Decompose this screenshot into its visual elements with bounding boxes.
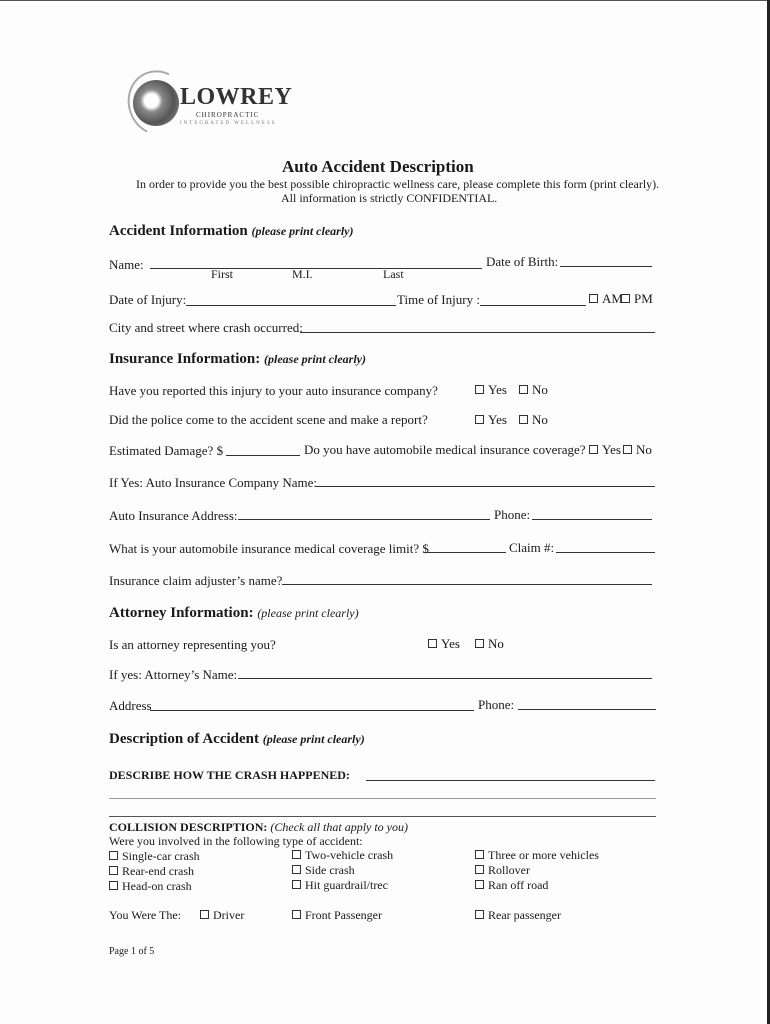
- accident-heading: Accident Information (please print clearly): [109, 223, 354, 239]
- coverage-question: Do you have automobile medical insurance coverage?: [304, 442, 586, 457]
- checkbox-icon: [589, 294, 598, 303]
- pm-checkbox[interactable]: PM: [621, 291, 653, 307]
- toi-field[interactable]: [480, 305, 586, 306]
- company-label: If Yes: Auto Insurance Company Name:: [109, 475, 317, 490]
- ran-off-road-checkbox[interactable]: Ran off road: [475, 878, 548, 893]
- intro-line-1: In order to provide you the best possible chiropractic wellness care, please complete this form (print clearly).: [136, 177, 660, 191]
- describe-line-2[interactable]: [109, 798, 656, 799]
- checkbox-icon: [428, 639, 437, 648]
- collision-heading: COLLISION DESCRIPTION: (Check all that apply to you): [109, 820, 409, 834]
- checkbox-icon: [200, 910, 209, 919]
- first-label: First: [211, 267, 234, 281]
- insurance-hint: (please print clearly): [264, 352, 366, 366]
- logo-name: LOWREY: [180, 84, 293, 110]
- checkbox-icon: [475, 639, 484, 648]
- front-passenger-checkbox[interactable]: Front Passenger: [292, 908, 382, 923]
- description-hint: (please print clearly): [262, 732, 365, 746]
- attorney-address-field[interactable]: [150, 710, 474, 711]
- ins-phone-label: Phone:: [494, 507, 531, 522]
- reported-question: Have you reported this injury to your auto insurance company?: [109, 383, 438, 398]
- checkbox-icon: [475, 415, 484, 424]
- attorney-address-label: Address: [109, 698, 152, 713]
- doi-label: Date of Injury:: [109, 292, 187, 307]
- limit-label: What is your automobile insurance medical coverage limit? $: [109, 541, 429, 556]
- limit-field[interactable]: [424, 552, 506, 553]
- checkbox-icon: [109, 881, 118, 890]
- reported-no-checkbox[interactable]: No: [519, 382, 548, 398]
- doi-field[interactable]: [186, 305, 396, 306]
- name-field[interactable]: [150, 268, 482, 269]
- checkbox-icon: [621, 294, 630, 303]
- single-car-checkbox[interactable]: Single-car crash: [109, 849, 200, 864]
- company-field[interactable]: [316, 486, 655, 487]
- insurance-heading: Insurance Information: (please print clearly): [109, 351, 366, 367]
- ins-address-field[interactable]: [238, 519, 490, 520]
- checkbox-icon: [475, 910, 484, 919]
- checkbox-icon: [292, 865, 301, 874]
- attorney-yes-checkbox[interactable]: Yes: [428, 636, 460, 652]
- checkbox-icon: [519, 385, 528, 394]
- reported-yes-checkbox[interactable]: Yes: [475, 382, 507, 398]
- attorney-name-field[interactable]: [238, 678, 652, 679]
- describe-line-3[interactable]: [109, 816, 656, 817]
- logo-tag: INTEGRATED WELLNESS: [180, 121, 277, 126]
- checkbox-icon: [109, 866, 118, 875]
- two-vehicle-checkbox[interactable]: Two-vehicle crash: [292, 848, 393, 863]
- collision-hint: (Check all that apply to you): [270, 820, 409, 834]
- page-edge-top: [0, 0, 770, 1]
- checkbox-icon: [292, 880, 301, 889]
- attorney-phone-field[interactable]: [518, 709, 656, 710]
- attorney-hint: (please print clearly): [257, 606, 359, 620]
- claim-label: Claim #:: [509, 540, 555, 555]
- intro-line-2: All information is strictly CONFIDENTIAL.: [281, 191, 498, 205]
- describe-field[interactable]: [366, 780, 655, 781]
- checkbox-icon: [292, 910, 301, 919]
- head-on-checkbox[interactable]: Head-on crash: [109, 879, 192, 894]
- adjuster-field[interactable]: [282, 584, 652, 585]
- ins-address-label: Auto Insurance Address:: [109, 508, 238, 523]
- city-label: City and street where crash occurred:: [109, 320, 303, 335]
- checkbox-icon: [475, 865, 484, 874]
- description-heading: Description of Accident (please print clearly): [109, 731, 365, 747]
- checkbox-icon: [109, 851, 118, 860]
- checkbox-icon: [623, 445, 632, 454]
- attorney-no-checkbox[interactable]: No: [475, 636, 504, 652]
- attorney-phone-label: Phone:: [478, 697, 515, 712]
- checkbox-icon: [475, 850, 484, 859]
- toi-label: Time of Injury :: [397, 292, 480, 307]
- name-label: Name:: [109, 257, 144, 272]
- claim-field[interactable]: [556, 552, 655, 553]
- describe-label: DESCRIBE HOW THE CRASH HAPPENED:: [109, 768, 350, 782]
- last-label: Last: [383, 267, 404, 281]
- page-footer: Page 1 of 5: [109, 946, 155, 957]
- checkbox-icon: [475, 880, 484, 889]
- logo-sub: CHIROPRACTIC: [196, 111, 260, 119]
- attorney-name-label: If yes: Attorney’s Name:: [109, 667, 238, 682]
- mi-label: M.I.: [292, 267, 313, 281]
- damage-label: Estimated Damage? $: [109, 443, 224, 458]
- were-label: You Were The:: [109, 908, 182, 922]
- rollover-checkbox[interactable]: Rollover: [475, 863, 530, 878]
- accident-hint: (please print clearly): [251, 224, 354, 238]
- checkbox-icon: [292, 850, 301, 859]
- checkbox-icon: [589, 445, 598, 454]
- coverage-yes-checkbox[interactable]: Yes: [589, 442, 621, 458]
- logo-emblem-icon: [133, 80, 179, 126]
- police-question: Did the police come to the accident scene and make a report?: [109, 412, 428, 427]
- page-title: Auto Accident Description: [282, 157, 474, 176]
- collision-intro: Were you involved in the following type of accident:: [109, 834, 363, 848]
- city-field[interactable]: [300, 332, 655, 333]
- am-checkbox[interactable]: AM: [589, 291, 623, 307]
- police-yes-checkbox[interactable]: Yes: [475, 412, 507, 428]
- dob-label: Date of Birth:: [486, 254, 559, 269]
- checkbox-icon: [475, 385, 484, 394]
- attorney-question: Is an attorney representing you?: [109, 637, 276, 652]
- ins-phone-field[interactable]: [532, 519, 652, 520]
- rear-end-checkbox[interactable]: Rear-end crash: [109, 864, 194, 879]
- police-no-checkbox[interactable]: No: [519, 412, 548, 428]
- guardrail-checkbox[interactable]: Hit guardrail/trec: [292, 878, 388, 893]
- rear-passenger-checkbox[interactable]: Rear passenger: [475, 908, 561, 923]
- checkbox-icon: [519, 415, 528, 424]
- driver-checkbox[interactable]: Driver: [200, 908, 244, 923]
- damage-field[interactable]: [226, 455, 300, 456]
- attorney-heading: Attorney Information: (please print clearly): [109, 605, 359, 621]
- side-crash-checkbox[interactable]: Side crash: [292, 863, 355, 878]
- coverage-no-checkbox[interactable]: No: [623, 442, 652, 458]
- adjuster-label: Insurance claim adjuster’s name?: [109, 573, 283, 588]
- three-vehicles-checkbox[interactable]: Three or more vehicles: [475, 848, 599, 863]
- dob-field[interactable]: [560, 266, 652, 267]
